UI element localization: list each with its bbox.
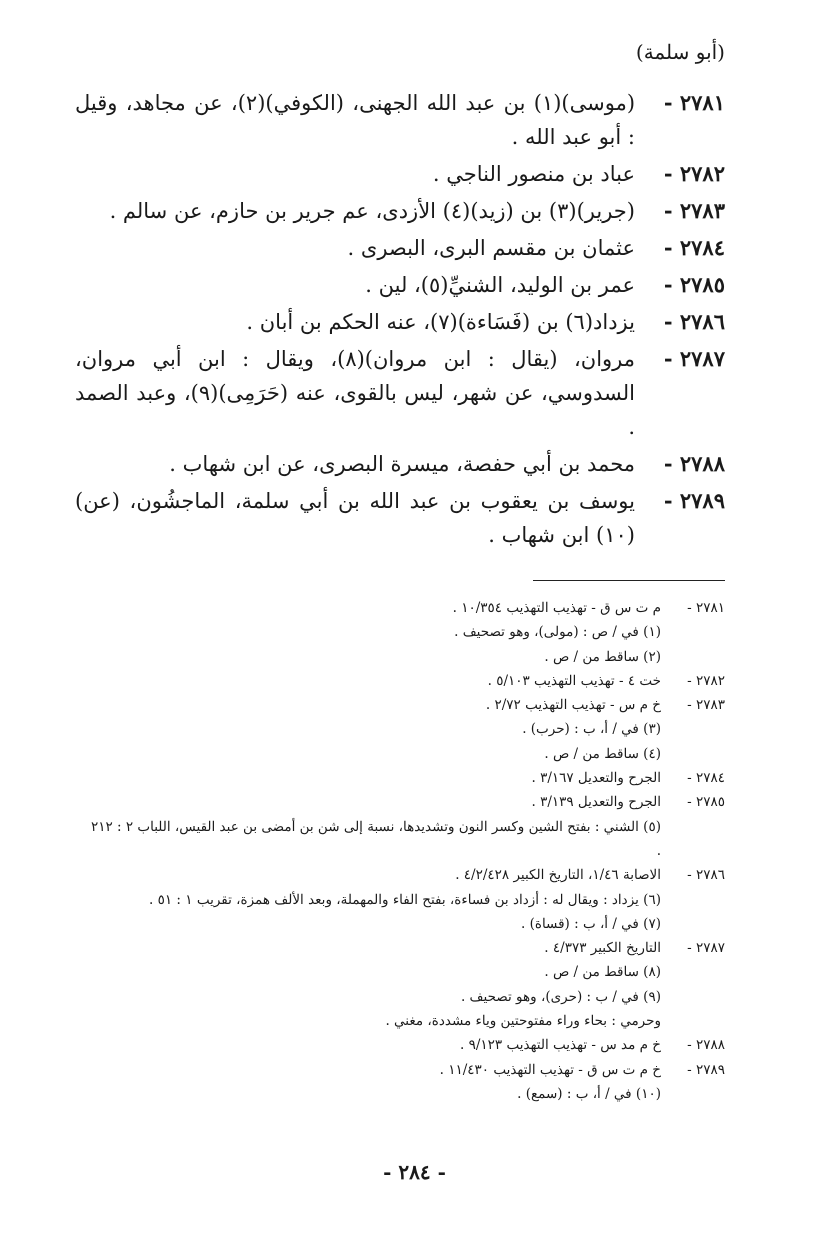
footnote-entry-number: ٢٧٨٧ - [687,940,725,957]
footnote-line: (٥) الشني : بفتح الشين وكسر النون وتشديدها، نسبة إلى شن بن أمضى بن عبد القيس، اللباب ٢ : ٢١٢ . [90,818,661,859]
footnote-block [85,1058,725,1107]
footnote-entry-number: ٢٧٨١ - [687,600,725,616]
footnote-entry-number: ٢٧٨٥ - [687,794,725,811]
footnote-entry-number: ٢٧٨٦ - [687,867,725,884]
entry-text: يوسف بن يعقوب بن عبد الله بن أبي سلمة، الماجشُون، (عن)(١٠) ابن شهاب . [75,489,635,547]
entry-text: محمد بن أبي حفصة، ميسرة البصرى، عن ابن شهاب . [169,452,635,476]
entry-number: ٢٧٨٦ - [663,309,725,334]
entry-number: ٢٧٨١ - [663,90,725,115]
entry-number: ٢٧٨٢ - [663,161,725,186]
footnote-line: (٨) ساقط من / ص . [544,964,661,981]
footnote-block [85,596,725,669]
footnote-line: التاريخ الكبير ٤/٣٧٣ . [544,940,661,957]
entry-number: ٢٧٨٣ - [663,198,725,223]
entry-text: مروان، (يقال : ابن مروان)(٨)، ويقال : ابن أبي مروان، السدوسي، عن شهر، ليس بالقوى، عنه (حَرَمِى)(٩)، وعبد الصمد . [75,347,636,439]
footnote-block [85,936,725,1033]
footnote-entry-number: ٢٧٨٤ - [687,770,725,787]
entry-text: عمر بن الوليد، الشنيِّ(٥)، لين . [365,273,635,297]
entry-number: ٢٧٨٤ - [663,235,725,260]
footnote-block [85,863,725,936]
entry-text: عثمان بن مقسم البرى، البصرى . [347,236,635,260]
footnote-separator [533,580,725,581]
footnote-line: (٢) ساقط من / ص . [544,648,661,665]
entry-number: ٢٧٨٩ - [663,488,725,513]
footnote-line: الجرح والتعديل ٣/١٣٩ . [531,794,661,811]
entry [75,342,725,444]
entry [75,305,725,339]
footnote-block [85,1033,725,1057]
footnote-line: (٤) ساقط من / ص . [544,745,661,762]
footnote-block [85,766,725,790]
entry-text: (جرير)(٣) بن (زيد)(٤) الأزدى، عم جرير بن حازم، عن سالم . [109,199,635,223]
entry-number: ٢٧٨٨ - [663,451,725,476]
entries-list [75,86,725,555]
footnote-line: (١٠) في / أ، ب : (سمع) . [517,1085,661,1102]
footnote-line: وحرمي : بحاء وراء مفتوحتين وياء مشددة، مغني . [385,1013,661,1030]
entry-number: ٢٧٨٥ - [663,272,725,297]
entry-text: يزداد(٦) بن (فَسَاءة)(٧)، عنه الحكم بن أبان . [246,310,635,334]
footnote-block [85,669,725,693]
entry [75,268,725,302]
footnote-line: خ م مد س - تهذيب التهذيب ٩/١٢٣ . [460,1037,661,1054]
entry [75,157,725,191]
footnote-line: (٣) في / أ، ب : (حرب) . [522,721,661,738]
footnote-line: الاصابة ١/٤٦، التاريخ الكبير ٤/٢/٤٢٨ . [455,867,661,884]
entry-text: عباد بن منصور الناجي . [432,162,635,186]
entry [75,194,725,228]
footnote-entry-number: ٢٧٨٩ - [687,1061,725,1078]
entry [75,231,725,265]
footnote-entry-number: ٢٧٨٣ - [687,697,725,714]
footnote-line: خ م س - تهذيب التهذيب ٢/٧٢ . [485,697,661,714]
footnotes-list [85,596,725,1106]
footnote-line: (٦) يزداد : ويقال له : أزداد بن فساءة، بفتح الفاء والمهملة، وبعد الألف همزة، تقريب ١ : ٥١ . [149,891,661,908]
footnote-entry-number: ٢٧٨٨ - [687,1037,725,1054]
footnote-line: م ت س ق - تهذيب التهذيب ١٠/٣٥٤ . [452,600,661,616]
entry-number: ٢٧٨٧ - [663,346,725,371]
footnote-line: (٧) في / أ، ب : (قساة) . [521,915,661,932]
footnote-block [85,693,725,766]
running-header: (أبو سلمة) [635,40,725,64]
entry [75,447,725,481]
page-number: - ٢٨٤ - [383,1160,446,1184]
footnote-line: خت ٤ - تهذيب التهذيب ٥/١٠٣ . [487,672,661,689]
entry [75,484,725,552]
footnote-entry-number: ٢٧٨٢ - [687,672,725,689]
entry [75,86,725,154]
footnote-line: (٩) في / ب : (حرى)، وهو تصحيف . [460,988,661,1005]
footnote-line: (١) في / ص : (مولى)، وهو تصحيف . [454,624,661,641]
footnote-line: الجرح والتعديل ٣/١٦٧ . [531,770,661,787]
footnote-block [85,790,725,863]
entry-text: (موسى)(١) بن عبد الله الجهنى، (الكوفي)(٢)، عن مجاهد، وقيل : أبو عبد الله . [75,91,636,149]
footnote-line: خ م ت س ق - تهذيب التهذيب ١١/٤٣٠ . [439,1061,661,1078]
